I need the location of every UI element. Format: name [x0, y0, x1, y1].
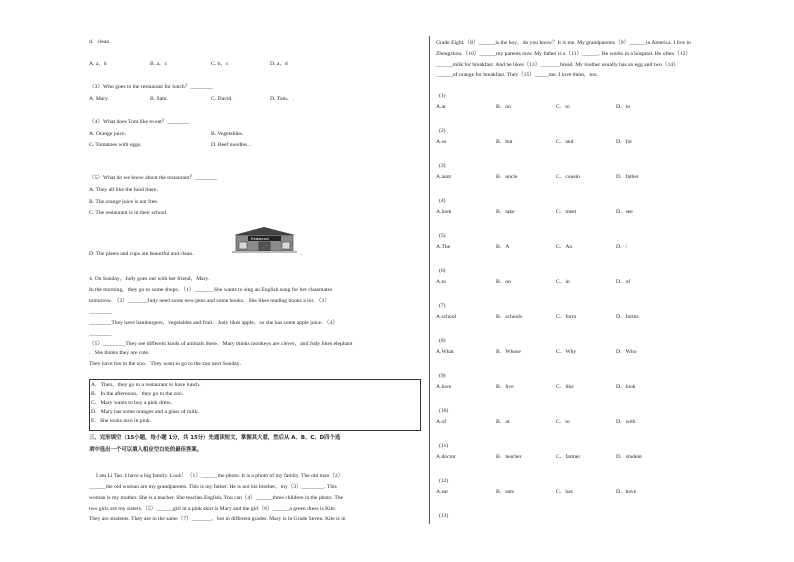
question-number: (5): [439, 233, 446, 239]
question-option: B．on: [496, 104, 511, 110]
question-option: B．on: [496, 279, 511, 285]
question-option: D．father: [616, 174, 639, 180]
box-option-d: D．Mary has some oranges and a glass of milk．: [91, 409, 203, 415]
question-number: (7): [439, 303, 446, 309]
question-3: （3）Who goes to the restaurant for lunch？________: [89, 84, 213, 90]
question-option: B．schools: [496, 314, 523, 320]
question-option: D．with: [616, 419, 636, 425]
restaurant-image: [230, 226, 299, 253]
question-option: C．has: [556, 489, 573, 495]
section-3-heading-2: 项中选出一个可以填入相应空白处的最佳答案。: [89, 447, 203, 453]
passage-4-line: In the morning，they go to some shops．（1）_______She wants to sing an English song for her classmates: [89, 287, 333, 293]
question-4: （4）What does Tom like to eat？________: [89, 119, 190, 125]
question-option: B．at: [496, 419, 510, 425]
question-option: A.What: [436, 349, 454, 355]
restaurant-sign: Restaurant: [251, 237, 269, 241]
trailing-dot: ．: [301, 251, 307, 257]
passage-4-line: ．She thinks they are cute．: [89, 350, 154, 356]
q4-option-d: D. Beef noodles．．: [211, 142, 256, 148]
question-option: A.school: [436, 314, 457, 320]
q3-option-c: C. David.: [211, 96, 233, 102]
question-number: (3): [439, 163, 446, 169]
question-option: A.so: [436, 139, 447, 145]
cloze-passage-line: woman is my mother. She is a teacher. She teaches English. You can（4）______three children in the photo. The: [89, 495, 344, 501]
question-option: B．live: [496, 384, 514, 390]
question-option: B．but: [496, 139, 513, 145]
q4-option-c: C. Tomatoes with eggs．: [89, 142, 146, 148]
question-option: A.The: [436, 244, 451, 250]
cloze-passage-line: They are students. They are in the same（7）_______，but in different grades. Mary is in Grade Seven. Kite is in: [89, 516, 346, 522]
box-option-e: E．She looks nice in pink．: [91, 418, 156, 424]
question-number: (8): [439, 338, 446, 344]
question-option: D．have: [616, 489, 637, 495]
question-option: A.at: [436, 104, 446, 110]
passage-4-line: tomorrow．（2）_______Judy need some new pens and some books．She likes reading books a lot．（3）: [89, 298, 330, 304]
question-option: C．An: [556, 244, 573, 250]
question-option: D．Who: [616, 349, 637, 355]
question-option: D．forms: [616, 314, 639, 320]
question-option: B．Whose: [496, 349, 521, 355]
q2-option-b: B. a，c: [150, 61, 168, 67]
q3-option-b: B. Sam.: [150, 96, 168, 102]
q2-option-a: A. a，b: [89, 61, 107, 67]
question-option: C．to: [556, 104, 570, 110]
question-option: A.doctor: [436, 454, 456, 460]
question-option: C．and: [556, 139, 574, 145]
cloze-passage-line: ______of orange for breakfast. They（15）_____me. I love them，too.: [436, 72, 599, 78]
question-option: A.of: [436, 419, 447, 425]
question-option: D．/: [616, 244, 628, 250]
q4-option-b: B. Vegetables．: [211, 131, 248, 137]
question-5: （5）What do we know about the restaurant？________: [89, 175, 218, 181]
column-divider: [429, 36, 430, 524]
question-option: C．cousin: [556, 174, 580, 180]
q5-option-a: A. They all like the food there．: [89, 187, 163, 193]
question-option: D．student: [616, 454, 642, 460]
q5-option-b: B. The orange juice is not free．: [89, 199, 163, 205]
q5-option-c: C. The restaurant is in their school．: [89, 210, 172, 216]
question-option: A.to: [436, 279, 446, 285]
cloze-passage-line: ______the old woman are my grandparents. This is my father. He is not his brother，my（3）________. This: [89, 484, 337, 490]
cloze-passage-line: I am Li Tao. I have a big family. Look！（1）______the photo. It is a photo of my family. The old man（2）: [96, 473, 344, 479]
question-number: (6): [439, 268, 446, 274]
question-option: C．in: [556, 279, 570, 285]
box-option-c: C．Mary wants to buy a pink dress．: [91, 400, 177, 406]
question-option: D．look: [616, 384, 636, 390]
question-option: D．of: [616, 279, 631, 285]
question-number: (13): [439, 513, 449, 519]
box-option-a: A．Then，they go to a restaurant to have lunch．: [91, 382, 205, 388]
question-number: (11): [439, 443, 449, 449]
question-option: B．A: [496, 244, 510, 250]
question-number: (9): [439, 373, 446, 379]
passage-4-line: ________: [89, 309, 112, 315]
passage-4-line: They have fun in the zoo．They want to go to the zoo next Sunday．: [89, 361, 246, 367]
question-option: D．in: [616, 104, 630, 110]
cloze-passage-line: ______milk for breakfast. And he likes（13）_______bread. My mother usually has an egg and two（14）: [436, 62, 679, 68]
question-option: D．for: [616, 139, 633, 145]
q2-option-c: C. b，c: [211, 61, 229, 67]
cloze-passage-line: two girls are my sisters.（5）______girl in a pink skirt is Mary and the girl（6）______a green dress is Kite.: [89, 506, 337, 512]
question-option: A.aunt: [436, 174, 452, 180]
question-option: A.love: [436, 384, 452, 390]
question-option: C．to: [556, 419, 570, 425]
question-option: C．Why: [556, 349, 577, 355]
q3-option-a: A. Mary.: [89, 96, 109, 102]
question-number: (2): [439, 128, 446, 134]
cloze-passage-line: Grade Eight.（8）______is the boy，do you know？It is me. My grandparents（9）______in America. I live in: [436, 40, 691, 46]
question-number: (1): [439, 93, 446, 99]
question-option: A.eat: [436, 489, 448, 495]
option-d-clean: d．clean: [89, 39, 110, 45]
passage-4-line: （5）________They see different kinds of animals there．Mary thinks monkeys are clever，and Judy likes elephant: [89, 341, 353, 347]
q3-option-d: D. Tom．.: [270, 96, 294, 102]
passage-4-line: ________: [89, 331, 112, 337]
question-number: (4): [439, 198, 446, 204]
question-option: C．like: [556, 384, 574, 390]
question-option: B．eats: [496, 489, 515, 495]
question-number: (10): [439, 408, 449, 414]
question-option: B．uncle: [496, 174, 518, 180]
question-number: (12): [439, 478, 449, 484]
box-option-b: B．In the afternoon，they go to the zoo．: [91, 391, 188, 397]
question-option: A.look: [436, 209, 452, 215]
question-option: C．farmer: [556, 454, 581, 460]
question-option: C．meet: [556, 209, 577, 215]
question-option: C．form: [556, 314, 577, 320]
q4-option-a: A. Orange juice．: [89, 131, 131, 137]
passage-4-line: ________They have hamburgers，vegetables and fruit．Judy likes apple，so she has some apple juice．（4）: [89, 320, 338, 326]
question-option: D．see: [616, 209, 633, 215]
q2-option-d: D. a，d: [270, 61, 288, 67]
question-option: B．take: [496, 209, 515, 215]
cloze-passage-line: Zhengzhou.（10）______my parents now. My father is a（11）______. He works in a hospital. He often（12）: [436, 51, 691, 57]
section-3-heading: 三、完形填空（15小题，每小题 1分，共 15分）先通读短文，掌握其大意，然后从 A、B、C、D四个选: [89, 435, 341, 441]
passage-4-line: 4. On Sunday，Judy goes out with her friend，Mary．: [89, 276, 214, 282]
question-option: B．teacher: [496, 454, 522, 460]
q5-option-d: D. The plates and cups are beautiful and clean．: [89, 251, 198, 257]
